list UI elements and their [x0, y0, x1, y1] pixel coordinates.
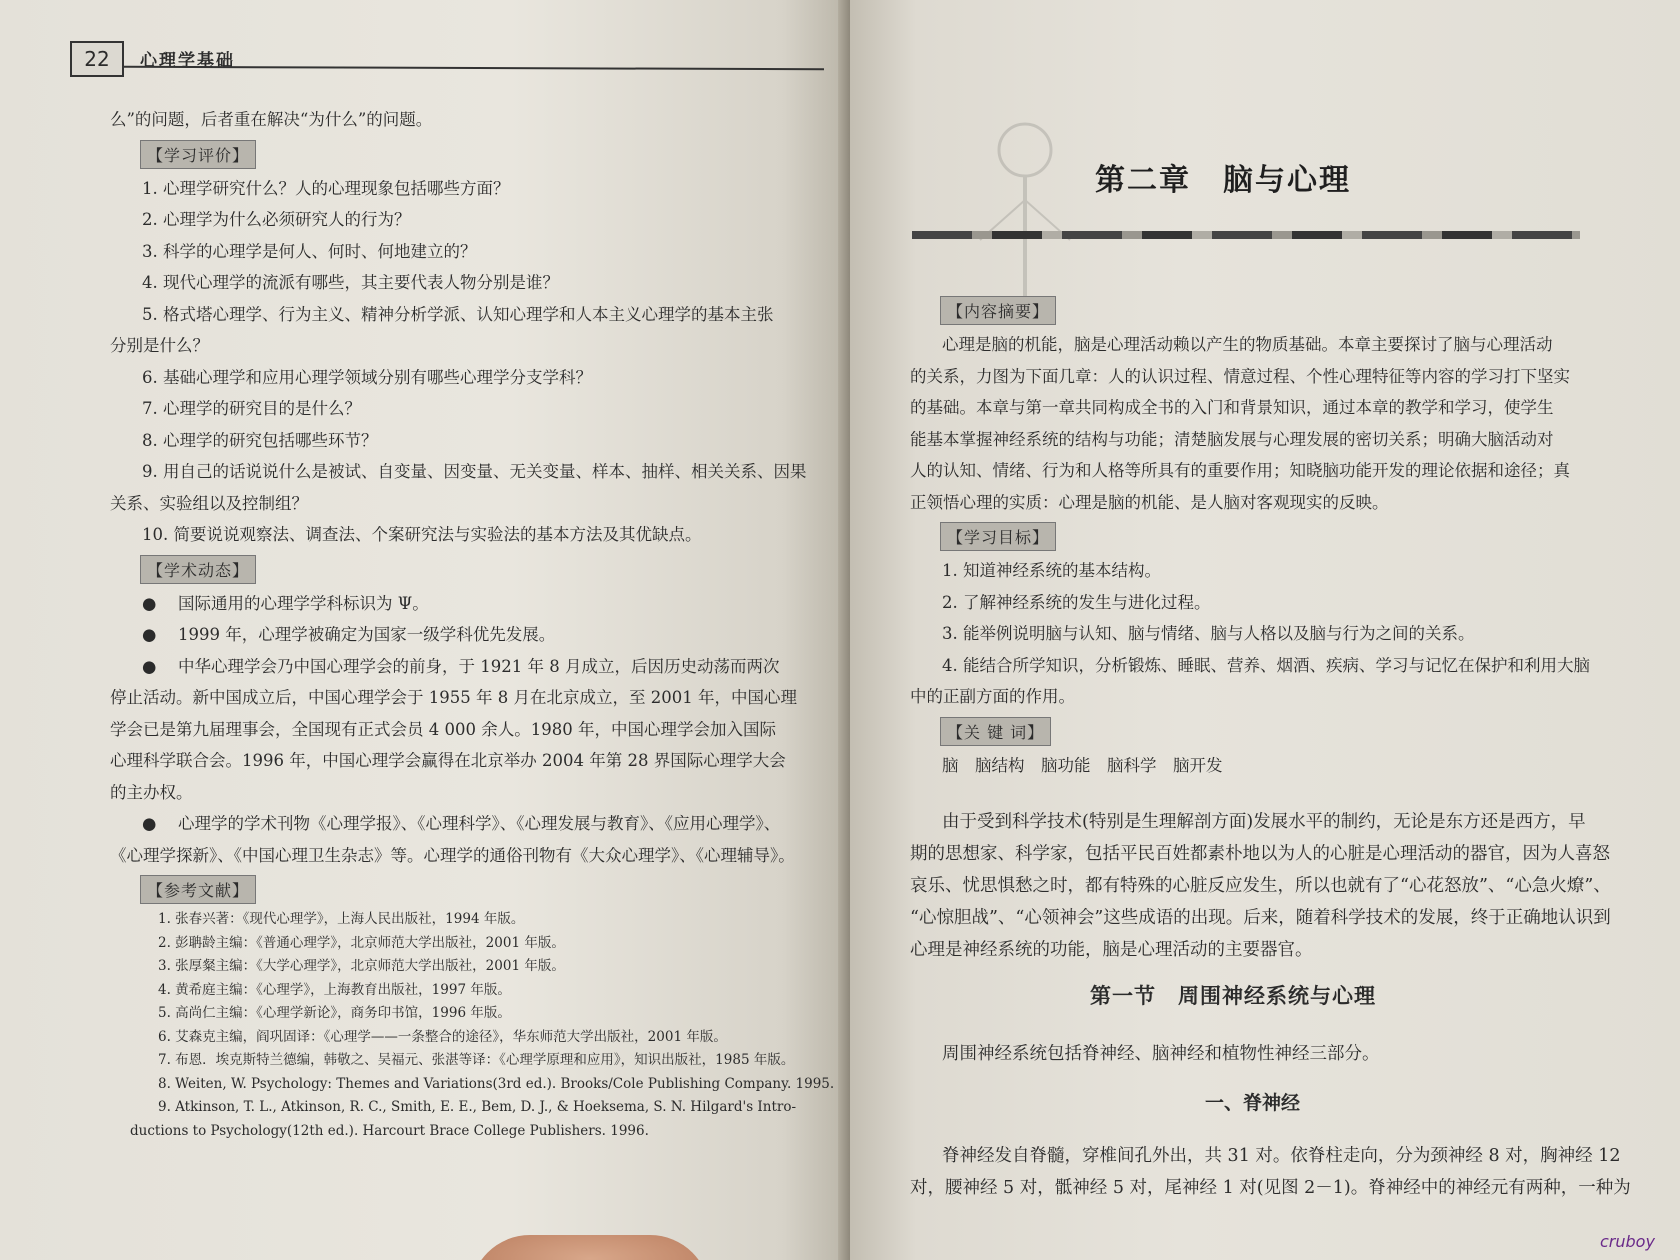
study-eval-line-text: 1. 心理学研究什么？人的心理现象包括哪些方面？	[142, 178, 510, 198]
study-eval-line-text: 9. 用自己的话说说什么是被试、自变量、因变量、无关变量、样本、抽样、相关关系、因果	[142, 462, 807, 481]
academic-line-text: 《心理学探新》、《中国心理卫生杂志》等。心理学的通俗刊物有《大众心理学》、《心理辅导》。	[110, 845, 795, 865]
intro-line-text: “心惊胆战”、“心领神会”这些成语的出现。后来，随着科学技术的发展，终于正确地认识到	[910, 908, 1611, 928]
reference-line	[110, 1049, 830, 1073]
academic-line-text: 中华心理学会乃中国心理学会的前身，于 1921 年 8 月成立，后因历史动荡而两次	[178, 656, 780, 676]
reference-line	[110, 1096, 830, 1120]
academic-line	[110, 745, 830, 777]
intro-line	[910, 934, 1590, 966]
objective-line-text: 3. 能举例说明脑与认知、脑与情绪、脑与人格以及脑与行为之间的关系。	[942, 624, 1475, 643]
subsection-line	[910, 1172, 1631, 1204]
intro-lines	[910, 806, 1611, 966]
subsection-line	[910, 1140, 1621, 1172]
study-eval-line-text: 7. 心理学的研究目的是什么？	[142, 399, 361, 418]
reference-line-text: 2. 彭聃龄主编：《普通心理学》，北京师范大学出版社，2001 年版。	[158, 934, 565, 951]
objective-line-text: 中的正副方面的作用。	[910, 687, 1075, 706]
summary-list	[910, 329, 1590, 518]
references-heading: 【参考文献】	[140, 875, 256, 904]
objective-line	[910, 555, 1590, 587]
academic-line	[110, 619, 830, 651]
academic-line-text: 心理学的学术刊物《心理学报》、《心理科学》、《心理发展与教育》、《应用心理学》、	[178, 814, 781, 833]
study-eval-line-text: 6. 基础心理学和应用心理学领域分别有哪些心理学分支学科？	[142, 367, 592, 387]
faint-bleedthrough-figure	[960, 120, 1090, 310]
study-eval-line	[110, 488, 830, 520]
academic-line	[110, 840, 830, 872]
study-eval-line-text: 关系、实验组以及控制组？	[110, 493, 308, 513]
reference-line	[110, 979, 830, 1003]
study-eval-heading: 【学习评价】	[140, 140, 256, 169]
intro-line-text: 哀乐、忧思惧愁之时，都有特殊的心脏反应发生，所以也就有了“心花怒放”、“心急火燎”、	[910, 876, 1611, 896]
bullet-icon: ●	[142, 814, 157, 833]
study-eval-line	[110, 330, 830, 362]
summary-line-text: 的关系，力图为下面几章：人的认识过程、情意过程、个性心理特征等内容的学习打下坚实	[910, 366, 1570, 386]
section-intro-block	[910, 1038, 1590, 1070]
bullet-icon: ●	[142, 625, 157, 644]
subsection-title: 一、脊神经	[1205, 1092, 1301, 1114]
subsection-paragraph	[910, 1140, 1631, 1204]
study-eval-line-text: 10. 简要说说观察法、调查法、个案研究法与实验法的基本方法及其优缺点。	[142, 525, 702, 544]
objectives-list	[910, 555, 1590, 713]
reference-line-text: 4. 黄希庭主编：《心理学》，上海教育出版社，1997 年版。	[158, 981, 511, 998]
academic-line	[110, 808, 830, 840]
study-eval-line	[110, 236, 830, 268]
objective-line	[910, 650, 1590, 682]
summary-heading: 【内容摘要】	[940, 296, 1056, 325]
objective-line	[910, 618, 1590, 650]
summary-line-text: 人的认知、情绪、行为和人格等所具有的重要作用；知晓脑功能开发的理论依据和途径；真	[910, 461, 1570, 480]
summary-line-text: 正领悟心理的实质：心理是脑的机能、是人脑对客观现实的反映。	[910, 492, 1389, 512]
academic-heading: 【学术动态】	[140, 555, 256, 584]
study-eval-line-text: 5. 格式塔心理学、行为主义、精神分析学派、认知心理学和人本主义心理学的基本主张	[142, 304, 774, 324]
reference-line-text: 9. Atkinson, T. L., Atkinson, R. C., Smith, E. E., Bem, D. J., & Hoeksema, S. N. Hilgard's Intro-	[158, 1099, 797, 1115]
study-eval-line	[110, 425, 830, 457]
reference-line-text: 6. 艾森克主编，阎巩固译：《心理学——一条整合的途径》，华东师范大学出版社，2001 年版。	[158, 1028, 727, 1045]
carry-over-line: 么”的问题，后者重在解决“为什么”的问题。	[110, 110, 433, 129]
study-eval-line	[110, 519, 830, 551]
summary-line-text: 能基本掌握神经系统的结构与功能；清楚脑发展与心理发展的密切关系；明确大脑活动对	[910, 429, 1554, 449]
study-eval-line	[110, 204, 830, 236]
reference-line	[110, 1026, 830, 1050]
summary-line	[910, 487, 1590, 519]
summary-line	[910, 329, 1590, 361]
intro-line	[910, 806, 1590, 838]
study-eval-list	[110, 173, 830, 551]
study-eval-line	[110, 456, 830, 488]
intro-line	[910, 902, 1611, 934]
study-eval-line	[110, 267, 830, 299]
academic-line-text: 1999 年，心理学被确定为国家一级学科优先发展。	[178, 625, 556, 644]
chapter-title-bar	[912, 231, 1580, 239]
reference-line	[110, 1073, 835, 1097]
section-intro-line: 周围神经系统包括脊神经、脑神经和植物性神经三部分。	[942, 1044, 1380, 1064]
summary-line	[910, 361, 1590, 393]
objective-line-text: 2. 了解神经系统的发生与进化过程。	[942, 592, 1211, 612]
academic-list	[110, 588, 830, 872]
reference-line-text: ductions to Psychology(12th ed.). Harcourt Brace College Publishers. 1996.	[130, 1122, 649, 1139]
study-eval-line	[110, 299, 830, 331]
page-number: 22	[70, 41, 124, 77]
summary-line	[910, 455, 1590, 487]
subsection-line-text: 脊神经发自脊髓，穿椎间孔外出，共 31 对。依脊柱走向，分为颈神经 8 对，胸神经 12	[942, 1146, 1621, 1166]
reference-line-text: 1. 张春兴著：《现代心理学》，上海人民出版社，1994 年版。	[158, 911, 525, 927]
objective-line	[910, 587, 1590, 619]
right-text-column	[910, 292, 1590, 781]
reference-line-text: 3. 张厚粲主编：《大学心理学》，北京师范大学出版社，2001 年版。	[158, 958, 565, 974]
reference-line-text: 8. Weiten, W. Psychology: Themes and Variations(3rd ed.). Brooks/Cole Publishing Company. 1995.	[158, 1075, 835, 1092]
objectives-heading: 【学习目标】	[940, 522, 1056, 551]
subsection-lines	[910, 1140, 1631, 1204]
reference-line	[110, 955, 830, 979]
bullet-icon: ●	[142, 656, 157, 676]
keywords-heading: 【关 键 词】	[940, 717, 1051, 746]
intro-line	[910, 838, 1610, 870]
objective-line-text: 4. 能结合所学知识，分析锻炼、睡眠、营养、烟酒、疾病、学习与记忆在保护和利用大脑	[942, 655, 1590, 675]
intro-paragraph	[910, 806, 1611, 966]
section-title: 第一节 周围神经系统与心理	[1090, 984, 1376, 1008]
study-eval-line	[110, 393, 830, 425]
reference-line-text: 7. 布恩．埃克斯特兰德编，韩敬之、吴福元、张湛等译：《心理学原理和应用》，知识出版社，1985 年版。	[158, 1052, 795, 1068]
academic-line	[110, 588, 830, 620]
keywords-line: 脑 脑结构 脑功能 脑科学 脑开发	[942, 755, 1223, 775]
bullet-icon: ●	[142, 593, 157, 613]
subsection-line-text: 对，腰神经 5 对，骶神经 5 对，尾神经 1 对(见图 2－1)。脊神经中的神经元有两种，一种为	[910, 1178, 1631, 1198]
academic-line	[110, 714, 830, 746]
running-head: 心理学基础	[140, 51, 235, 71]
reference-line	[110, 932, 830, 956]
reference-line-text: 5. 高尚仁主编：《心理学新论》，商务印书馆，1996 年版。	[158, 1005, 511, 1021]
intro-line	[910, 870, 1611, 902]
intro-line-text: 由于受到科学技术(特别是生理解剖方面)发展水平的制约，无论是东方还是西方，早	[942, 812, 1586, 832]
academic-line-text: 学会已是第九届理事会，全国现有正式会员 4 000 余人。1980 年，中国心理学会加入国际	[110, 719, 776, 739]
objective-line-text: 1. 知道神经系统的基本结构。	[942, 561, 1161, 580]
reference-line	[110, 1002, 830, 1026]
summary-line-text: 的基础。本章与第一章共同构成全书的入门和背景知识，通过本章的教学和学习，使学生	[910, 398, 1554, 417]
left-text-column	[110, 104, 835, 1143]
thumb-image	[470, 1235, 710, 1260]
references-list	[110, 908, 835, 1143]
study-eval-line-text: 分别是什么？	[110, 336, 209, 355]
summary-line	[910, 424, 1590, 456]
reference-line	[110, 1120, 830, 1144]
intro-line-text: 期的思想家、科学家，包括平民百姓都素朴地以为人的心脏是心理活动的器官，因为人喜怒	[910, 844, 1610, 864]
academic-line	[110, 777, 830, 809]
summary-line-text: 心理是脑的机能，脑是心理活动赖以产生的物质基础。本章主要探讨了脑与心理活动	[942, 335, 1553, 354]
academic-line-text: 的主办权。	[110, 782, 193, 802]
study-eval-line	[110, 173, 830, 205]
academic-line-text: 国际通用的心理学学科标识为 Ψ。	[178, 593, 429, 613]
study-eval-line-text: 4. 现代心理学的流派有哪些，其主要代表人物分别是谁？	[142, 273, 559, 292]
academic-line	[110, 651, 830, 683]
reference-line	[110, 908, 830, 932]
study-eval-line	[110, 362, 830, 394]
watermark: cruboy	[1600, 1232, 1655, 1251]
academic-line	[110, 682, 830, 714]
study-eval-line-text: 8. 心理学的研究包括哪些环节？	[142, 430, 378, 450]
objective-line	[910, 681, 1590, 713]
study-eval-line-text: 2. 心理学为什么必须研究人的行为？	[142, 210, 411, 229]
chapter-title: 第二章 脑与心理	[1095, 163, 1351, 198]
intro-line-text: 心理是神经系统的功能，脑是心理活动的主要器官。	[910, 940, 1313, 960]
academic-line-text: 心理科学联合会。1996 年，中国心理学会赢得在北京举办 2004 年第 28 界国际心理学大会	[110, 751, 786, 770]
study-eval-line-text: 3. 科学的心理学是何人、何时、何地建立的？	[142, 241, 477, 261]
summary-line	[910, 392, 1590, 424]
academic-line-text: 停止活动。新中国成立后，中国心理学会于 1955 年 8 月在北京成立，至 2001 年，中国心理	[110, 688, 797, 707]
